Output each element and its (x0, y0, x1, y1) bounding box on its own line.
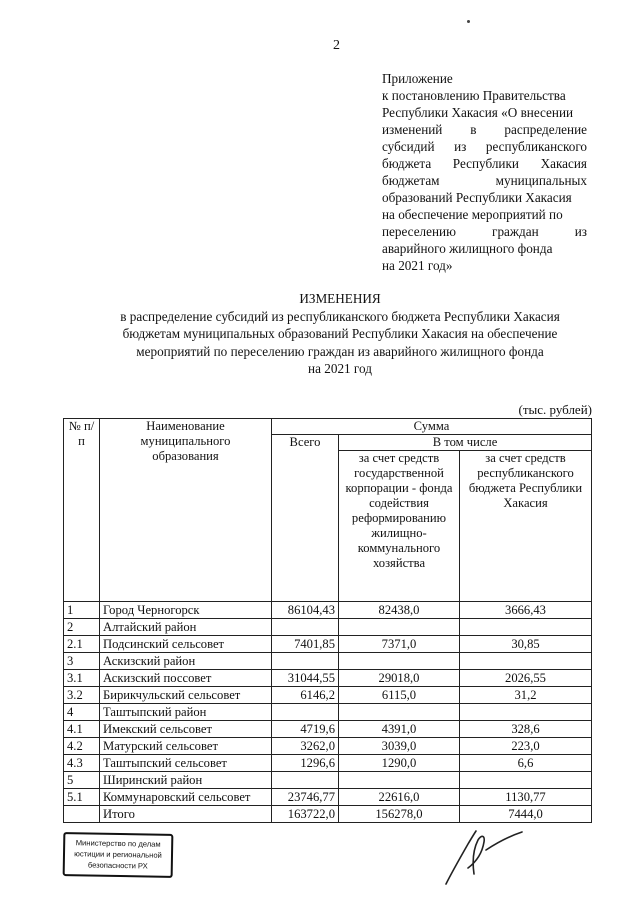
cell-fund: 82438,0 (339, 602, 460, 619)
cell-num: 4.3 (64, 755, 100, 772)
header-total: Всего (272, 435, 339, 602)
appendix-line: бюджетам муниципальных (382, 173, 587, 188)
cell-republic (460, 772, 592, 789)
cell-name: Имекский сельсовет (100, 721, 272, 738)
cell-name: Подсинский сельсовет (100, 636, 272, 653)
cell-republic: 1130,77 (460, 789, 592, 806)
cell-total: 86104,43 (272, 602, 339, 619)
cell-republic: 30,85 (460, 636, 592, 653)
cell-republic: 328,6 (460, 721, 592, 738)
cell-num: 3.1 (64, 670, 100, 687)
table-row-total (64, 806, 592, 823)
cell-fund: 22616,0 (339, 789, 460, 806)
stamp-line: юстиции и региональной (74, 849, 162, 860)
cell-fund (339, 772, 460, 789)
cell-republic: 3666,43 (460, 602, 592, 619)
cell-name: Город Черногорск (100, 602, 272, 619)
appendix-line: Республики Хакасия «О внесении (382, 105, 574, 120)
cell-total (272, 772, 339, 789)
title-line: бюджетам муниципальных образований Республики Хакасия на обеспечение (122, 326, 558, 341)
cell-fund: 156278,0 (339, 806, 460, 823)
cell-name: Таштыпский сельсовет (100, 755, 272, 772)
table-row (64, 721, 592, 738)
table-row (64, 738, 592, 755)
cell-num: 2 (64, 619, 100, 636)
header-republic: за счет средств республиканского бюджета Республики Хакасия (460, 451, 592, 602)
cell-republic: 6,6 (460, 755, 592, 772)
cell-fund: 7371,0 (339, 636, 460, 653)
cell-fund (339, 619, 460, 636)
cell-fund (339, 704, 460, 721)
cell-republic: 31,2 (460, 687, 592, 704)
cell-num: 4 (64, 704, 100, 721)
table-row (64, 636, 592, 653)
cell-fund: 4391,0 (339, 721, 460, 738)
cell-name: Бирикчульский сельсовет (100, 687, 272, 704)
appendix-block (382, 70, 587, 274)
cell-num: 4.1 (64, 721, 100, 738)
cell-total: 6146,2 (272, 687, 339, 704)
cell-republic: 2026,55 (460, 670, 592, 687)
appendix-line: аварийного жилищного фонда (382, 241, 553, 256)
cell-total: 3262,0 (272, 738, 339, 755)
document-title (90, 290, 590, 378)
table-row (64, 755, 592, 772)
appendix-line: изменений в распределение (382, 122, 587, 137)
cell-total: 163722,0 (272, 806, 339, 823)
cell-num: 3.2 (64, 687, 100, 704)
signature-mark (438, 828, 528, 888)
stamp-line: безопасности РХ (87, 860, 148, 871)
title-line: в распределение субсидий из республиканского бюджета Республики Хакасия (120, 308, 560, 324)
units-label: (тыс. рублей) (518, 402, 592, 417)
cell-num: 4.2 (64, 738, 100, 755)
header-including: В том числе (339, 435, 592, 451)
header-fund: за счет средств государственной корпорации - фонда содействия реформированию жилищно-коммунального хозяйства (339, 451, 460, 602)
cell-name: Алтайский район (100, 619, 272, 636)
cell-fund: 6115,0 (339, 687, 460, 704)
cell-republic (460, 653, 592, 670)
table-row (64, 687, 592, 704)
cell-num: 5 (64, 772, 100, 789)
cell-num: 2.1 (64, 636, 100, 653)
ministry-stamp (63, 832, 174, 878)
cell-total (272, 619, 339, 636)
table-row (64, 704, 592, 721)
cell-name: Итого (100, 806, 272, 823)
cell-fund: 3039,0 (339, 738, 460, 755)
table-row (64, 670, 592, 687)
cell-num: 1 (64, 602, 100, 619)
appendix-line: образований Республики Хакасия (382, 190, 572, 205)
cell-num (64, 806, 100, 823)
scan-speck (467, 20, 470, 23)
cell-republic: 7444,0 (460, 806, 592, 823)
header-name: Наименование муниципального образования (100, 419, 272, 602)
header-sum: Сумма (272, 419, 592, 435)
cell-num: 5.1 (64, 789, 100, 806)
header-num: № п/п (64, 419, 100, 602)
cell-republic (460, 619, 592, 636)
table-row (64, 653, 592, 670)
cell-total (272, 704, 339, 721)
cell-fund (339, 653, 460, 670)
cell-total: 1296,6 (272, 755, 339, 772)
table-row (64, 602, 592, 619)
cell-name: Аскизский поссовет (100, 670, 272, 687)
stamp-line: Министерство по делам (75, 838, 161, 849)
appendix-line: к постановлению Правительства (382, 88, 566, 103)
cell-republic: 223,0 (460, 738, 592, 755)
table-row (64, 619, 592, 636)
table-row (64, 789, 592, 806)
appendix-line: Приложение (382, 71, 453, 86)
appendix-line: бюджета Республики Хакасия (382, 156, 587, 171)
appendix-line: субсидий из республиканского (382, 139, 587, 154)
page-number: 2 (333, 38, 340, 53)
cell-total: 7401,85 (272, 636, 339, 653)
cell-name: Коммунаровский сельсовет (100, 789, 272, 806)
cell-name: Матурский сельсовет (100, 738, 272, 755)
cell-total (272, 653, 339, 670)
appendix-line: на обеспечение мероприятий по (382, 207, 563, 222)
title-line: мероприятий по переселению граждан из аварийного жилищного фонда (136, 343, 544, 359)
cell-name: Аскизский район (100, 653, 272, 670)
appendix-line: на 2021 год» (382, 258, 453, 273)
cell-total: 31044,55 (272, 670, 339, 687)
cell-republic (460, 704, 592, 721)
cell-total: 23746,77 (272, 789, 339, 806)
cell-num: 3 (64, 653, 100, 670)
title-heading: ИЗМЕНЕНИЯ (299, 291, 381, 306)
cell-name: Таштыпский район (100, 704, 272, 721)
cell-fund: 29018,0 (339, 670, 460, 687)
appendix-line: переселению граждан из (382, 224, 587, 239)
title-line: на 2021 год (308, 361, 372, 376)
subsidy-table (63, 418, 592, 823)
table-row (64, 772, 592, 789)
cell-name: Ширинский район (100, 772, 272, 789)
cell-total: 4719,6 (272, 721, 339, 738)
cell-fund: 1290,0 (339, 755, 460, 772)
